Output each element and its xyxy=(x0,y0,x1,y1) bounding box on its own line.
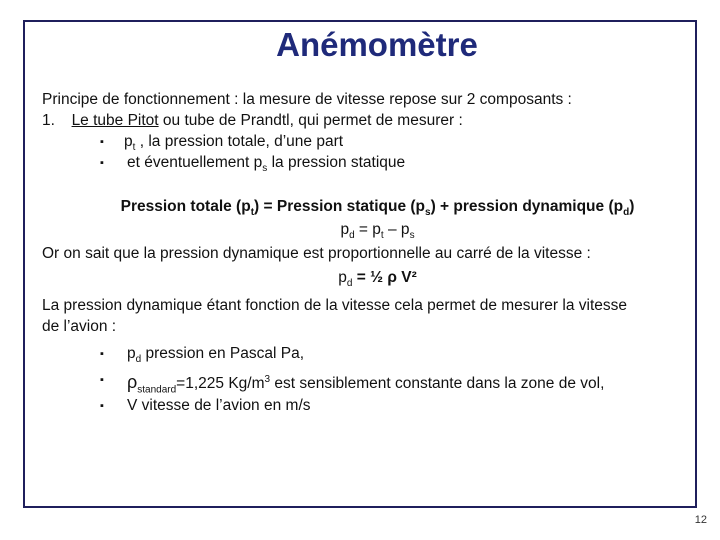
def2-value: =1,225 Kg/m xyxy=(176,375,265,393)
def2-text: est sensiblement constante dans la zone de vol, xyxy=(270,375,605,393)
eq2-sub-a: d xyxy=(349,230,355,242)
def3-text: V vitesse de l’avion en m/s xyxy=(127,397,311,414)
definition-item-3 xyxy=(127,396,311,416)
bullet-icon: ▪ xyxy=(100,374,104,386)
list-item-1 xyxy=(42,111,463,131)
eq2-part-c: – p xyxy=(383,221,410,238)
def1-subscript: d xyxy=(135,354,142,366)
page-number: 12 xyxy=(694,514,707,526)
conclusion-text-line-2 xyxy=(42,317,116,337)
sub-item-2 xyxy=(127,153,405,179)
list-number: 1. xyxy=(42,112,55,129)
eq2-sub-c: s xyxy=(409,230,415,242)
eq3-part-b: = ½ ρ V² xyxy=(352,269,417,286)
def2-subscript: standard xyxy=(137,384,177,396)
intro-text xyxy=(42,90,572,110)
conclusion-label-1: La pression dynamique étant fonction de la vitesse cela permet de mesurer la vitesse xyxy=(42,297,628,314)
sub-item-2-rest: la pression statique xyxy=(267,154,406,171)
intro-label: Principe de fonctionnement : la mesure de vitesse repose sur 2 composants : xyxy=(42,91,572,108)
eq1-part-b: ) = Pression statique (p xyxy=(254,198,426,215)
sub-item-2-subscript: s xyxy=(262,163,268,175)
proportional-label: Or on sait que la pression dynamique est proportionnelle au carré de la vitesse : xyxy=(42,245,591,262)
pitot-link[interactable]: Le tube Pitot xyxy=(71,112,159,129)
conclusion-text-line-1 xyxy=(42,296,627,316)
eq1-part-d: ) xyxy=(629,198,635,215)
conclusion-label-2: de l’avion : xyxy=(42,318,117,335)
bullet-icon: ▪ xyxy=(100,400,104,412)
equation-dynamic-pressure xyxy=(0,220,720,246)
slide-title: Anémomètre xyxy=(276,26,478,63)
proportional-text xyxy=(42,244,591,264)
list-item-1-text: ou tube de Prandtl, qui permet de mesurer : xyxy=(158,112,463,129)
bullet-icon: ▪ xyxy=(100,348,104,360)
eq1-part-c: ) + pression dynamique (p xyxy=(430,198,624,215)
bullet-icon: ▪ xyxy=(100,136,104,148)
sub-item-1-subscript: t xyxy=(132,142,136,154)
eq2-sub-b: t xyxy=(380,230,384,242)
def1-text: pression en Pascal Pa, xyxy=(141,345,305,362)
eq2-part-b: = p xyxy=(354,221,381,238)
bullet-icon: ▪ xyxy=(100,157,104,169)
eq3-part-a: p xyxy=(338,269,347,286)
sub-item-1-symbol: p xyxy=(124,133,133,150)
def1-symbol: p xyxy=(127,345,136,362)
eq2-part-a: p xyxy=(340,221,350,238)
def2-symbol: ρ xyxy=(127,372,138,393)
eq1-part-a: Pression totale (p xyxy=(120,198,251,215)
equation-bernoulli xyxy=(0,268,720,294)
def2-superscript: 3 xyxy=(264,374,271,385)
sub-item-1-text: , la pression totale, d’une part xyxy=(135,133,344,150)
eq1-sub-c: d xyxy=(623,207,630,219)
eq3-sub-a: d xyxy=(346,278,353,290)
sub-item-2-text: et éventuellement p xyxy=(127,154,263,171)
definition-item-1 xyxy=(127,344,304,370)
eq1-sub-a: t xyxy=(250,207,255,219)
eq1-sub-b: s xyxy=(425,207,431,219)
